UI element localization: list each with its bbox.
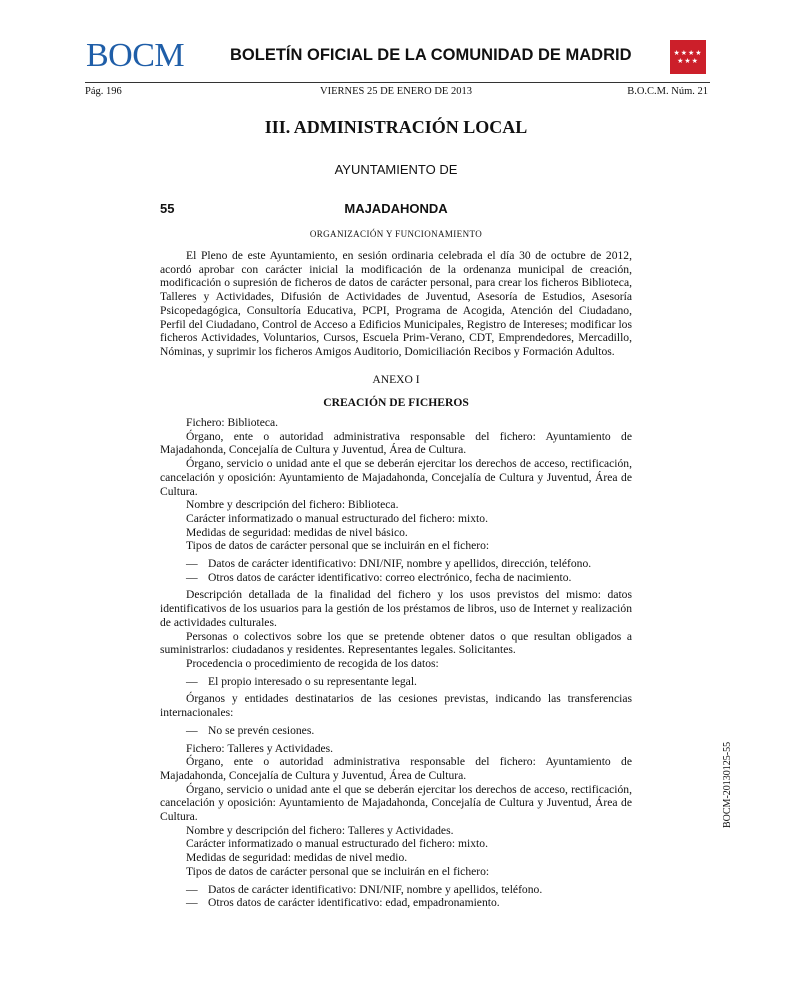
- file1-recipients-intro: Órganos y entidades destinatarios de las cesiones previstas, indicando las transferencias internacionales:: [160, 692, 632, 720]
- list-item-text: Datos de carácter identificativo: DNI/NIF, nombre y apellidos, dirección, teléfono.: [208, 557, 592, 571]
- file1-recipients-list: [160, 724, 632, 738]
- town-name: MAJADAHONDA: [344, 201, 448, 216]
- file2-service: Órgano, servicio o unidad ante el que se deberán ejercitar los derechos de acceso, rectificación, cancelación y oposición: Ayuntamiento de Majadahonda, Concejalía de Cultura y Juventud, Área de Cultura.: [160, 782, 632, 824]
- file2-name: Fichero: Talleres y Actividades.: [186, 741, 334, 755]
- file1-organ: Órgano, ente o autoridad administrativa responsable del fichero: Ayuntamiento de Majadahonda, Concejalía de Cultura y Juventud, Área de Cultura.: [160, 429, 632, 457]
- file2-types-list: [160, 883, 632, 910]
- file1-origin-list: [160, 675, 632, 689]
- list-item: [186, 896, 632, 910]
- file2-types-intro: Tipos de datos de carácter personal que se incluirán en el fichero:: [186, 864, 490, 878]
- list-item: [186, 724, 632, 738]
- intro-paragraph: El Pleno de este Ayuntamiento, en sesión ordinaria celebrada el día 30 de octubre de 2012, acordó aprobar con carácter inicial la modificación de la ordenanza municipal de creación, modificación o supresión de ficheros de datos de carácter personal, para crear los ficheros Biblioteca, Talleres y Actividades, Difusión de Actividades de Juventud, Asesoría de Estudios, Asesoría Psicopedagógica, Consultoría Educativa, PCPI, Programa de Acogida, Atención del Ciudadano, Perfil del Ciudadano, Control de Acceso a Edificios Municipales, Registro de Intereses; modificar los ficheros Actividades, Voluntarios, Cursos, Escuela Prim-Verano, CDT, Emprendedores, Mercadillo, Nóminas, y suprimir los ficheros Amigos Auditorio, Domiciliación Recibos y Formación Adultos.: [160, 249, 632, 358]
- section-title: III. ADMINISTRACIÓN LOCAL: [264, 117, 528, 137]
- annex-label: ANEXO I: [372, 372, 420, 386]
- madrid-flag-icon: ★★★★ ★★★: [670, 40, 706, 74]
- file1-character: Carácter informatizado o manual estructurado del fichero: mixto.: [186, 511, 488, 525]
- list-item: [186, 675, 632, 689]
- file1-origin-intro: Procedencia o procedimiento de recogida de los datos:: [186, 656, 439, 670]
- file1-service: Órgano, servicio o unidad ante el que se deberán ejercitar los derechos de acceso, rectificación, cancelación y oposición: Ayuntamiento de Majadahonda, Concejalía de Cultura y Juventud, Área de Cultura.: [160, 457, 632, 498]
- dash-marker: —: [186, 723, 198, 737]
- council-heading: AYUNTAMIENTO DE: [334, 162, 458, 177]
- list-item-text: El propio interesado o su representante legal.: [208, 674, 417, 688]
- list-item-text: Otros datos de carácter identificativo: correo electrónico, fecha de nacimiento.: [208, 570, 572, 584]
- file1-name: Fichero: Biblioteca.: [186, 416, 279, 430]
- dash-marker: —: [186, 674, 198, 688]
- subheading: ORGANIZACIÓN Y FUNCIONAMIENTO: [309, 229, 483, 239]
- file1-description: Nombre y descripción del fichero: Biblioteca.: [186, 498, 399, 512]
- entry-number: 55: [160, 201, 175, 216]
- file1-persons: Personas o colectivos sobre los que se pretende obtener datos o que resultan obligados a suministrarlos: ciudadanos y residentes. Representantes legales. Solicitantes.: [160, 629, 632, 657]
- annex-title: CREACIÓN DE FICHEROS: [323, 396, 469, 410]
- masthead-title: BOLETÍN OFICIAL DE LA COMUNIDAD DE MADRID: [230, 46, 632, 64]
- page-number: Pág. 196: [85, 86, 122, 97]
- file2-character: Carácter informatizado o manual estructurado del fichero: mixto.: [186, 837, 488, 851]
- file1-security: Medidas de seguridad: medidas de nivel básico.: [186, 525, 408, 539]
- list-item: [186, 557, 632, 571]
- bocm-logo: BOCM: [86, 37, 185, 74]
- file1-types-intro: Tipos de datos de carácter personal que se incluirán en el fichero:: [186, 539, 490, 553]
- issue-date: VIERNES 25 DE ENERO DE 2013: [320, 86, 472, 97]
- list-item-text: Otros datos de carácter identificativo: edad, empadronamiento.: [208, 896, 500, 910]
- file2-security: Medidas de seguridad: medidas de nivel medio.: [186, 851, 408, 865]
- list-item: [186, 571, 632, 585]
- file2-description: Nombre y descripción del fichero: Talleres y Actividades.: [186, 823, 454, 837]
- vertical-document-code: BOCM-20130125-55: [722, 741, 733, 828]
- file1-purpose: Descripción detallada de la finalidad del fichero y los usos previstos del mismo: datos identificativos de los usuarios para la gestión de los préstamos de libros, uso de Internet y realización de actividades culturales.: [160, 588, 632, 629]
- header-rule: [85, 82, 710, 83]
- document-body: [160, 249, 632, 914]
- dash-marker: —: [186, 896, 198, 910]
- issue-number: B.O.C.M. Núm. 21: [627, 86, 708, 97]
- list-item-text: Datos de carácter identificativo: DNI/NIF, nombre y apellidos, teléfono.: [208, 882, 543, 896]
- list-item-text: No se prevén cesiones.: [208, 723, 315, 737]
- file1-types-list: [160, 557, 632, 584]
- list-item: [186, 883, 632, 897]
- dash-marker: —: [186, 570, 198, 584]
- file2-organ: Órgano, ente o autoridad administrativa responsable del fichero: Ayuntamiento de Majadahonda, Concejalía de Cultura y Juventud, Área de Cultura.: [160, 755, 632, 782]
- dash-marker: —: [186, 557, 198, 571]
- dash-marker: —: [186, 882, 198, 896]
